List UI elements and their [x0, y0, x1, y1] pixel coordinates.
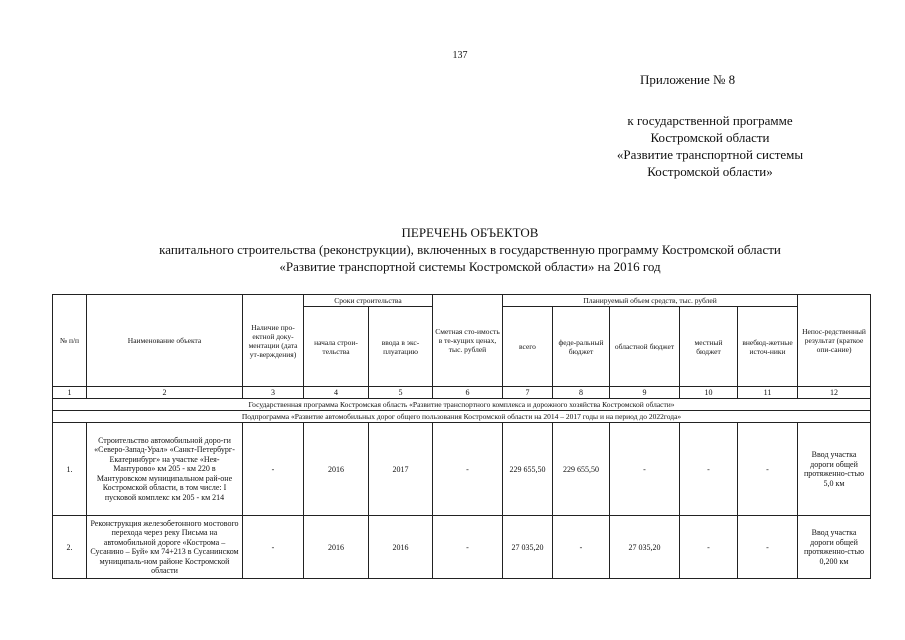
column-header-regional: областной бюджет — [610, 307, 680, 387]
object-name: Реконструкция железобетонного мостового перехода через реку Письма на автомобильной дороге «Кострома – Сусанино – Буй» км 74+213 в Сусанинском муниципаль-ном районе Костромской области — [87, 516, 243, 579]
column-header-offbudget: внебюд-жетные источ-ники — [738, 307, 798, 387]
local-cell: - — [680, 423, 738, 516]
column-number: 12 — [798, 387, 871, 399]
table-row — [53, 516, 871, 579]
offbudget-cell: - — [738, 516, 798, 579]
heading-line: капитального строительства (реконструкции), включенных в государственную программу Костромской области — [159, 242, 781, 257]
federal-cell: 229 655,50 — [553, 423, 610, 516]
column-header-docs: Наличие про-ектной доку-ментации (дата ут-верждения) — [243, 295, 304, 387]
appendix-line: «Развитие транспортной системы — [616, 147, 804, 162]
start-cell: 2016 — [304, 423, 369, 516]
group-header-construction-terms: Сроки строительства — [304, 295, 433, 307]
group-header-planned-funds: Планируемый объем средств, тыс. рублей — [503, 295, 798, 307]
federal-cell: - — [553, 516, 610, 579]
docs-cell: - — [243, 423, 304, 516]
heading-line: «Развитие транспортной системы Костромской области» на 2016 год — [279, 259, 661, 274]
column-number: 10 — [680, 387, 738, 399]
commission-cell: 2016 — [369, 516, 433, 579]
total-cell: 27 035,20 — [503, 516, 553, 579]
subprogram-row: Подпрограмма «Развитие автомобильных дорог общего пользования Костромской области на 2014 – 2017 годы и на период до 2022года» — [53, 411, 871, 423]
table-row — [53, 423, 871, 516]
document-heading — [90, 224, 850, 275]
column-header-number: № п/п — [53, 295, 87, 387]
program-row: Государственная программа Костромская область «Развитие транспортного комплекса и дорожного хозяйства Костромской области» — [53, 399, 871, 411]
appendix-line: к государственной программе — [627, 113, 793, 128]
estimate-cell: - — [433, 423, 503, 516]
column-number: 6 — [433, 387, 503, 399]
column-number: 1 — [53, 387, 87, 399]
column-header-commission: ввода в экс-плуатацию — [369, 307, 433, 387]
page-number: 137 — [452, 50, 468, 61]
column-number: 3 — [243, 387, 304, 399]
commission-cell: 2017 — [369, 423, 433, 516]
regional-cell: 27 035,20 — [610, 516, 680, 579]
total-cell: 229 655,50 — [503, 423, 553, 516]
row-number: 1. — [53, 423, 87, 516]
column-header-federal: феде-ральный бюджет — [553, 307, 610, 387]
column-header-start: начала строи-тельства — [304, 307, 369, 387]
result-cell: Ввод участка дороги общей протяженно-стью 0,200 км — [798, 516, 871, 579]
column-header-total: всего — [503, 307, 553, 387]
offbudget-cell: - — [738, 423, 798, 516]
column-header-name: Наименование объекта — [87, 295, 243, 387]
column-number: 8 — [553, 387, 610, 399]
column-number: 2 — [87, 387, 243, 399]
result-cell: Ввод участка дороги общей протяженно-стью 5,0 км — [798, 423, 871, 516]
column-header-result: Непос-редственный результат (краткое опи-сание) — [798, 295, 871, 387]
column-header-estimate: Сметная сто-имость в те-кущих ценах, тыс. рублей — [433, 295, 503, 387]
regional-cell: - — [610, 423, 680, 516]
heading-title: ПЕРЕЧЕНЬ ОБЪЕКТОВ — [401, 225, 539, 240]
row-number: 2. — [53, 516, 87, 579]
local-cell: - — [680, 516, 738, 579]
column-number: 11 — [738, 387, 798, 399]
column-number: 4 — [304, 387, 369, 399]
estimate-cell: - — [433, 516, 503, 579]
docs-cell: - — [243, 516, 304, 579]
appendix-line: Костромской области — [650, 130, 770, 145]
start-cell: 2016 — [304, 516, 369, 579]
appendix-line: Костромской области» — [647, 164, 773, 179]
column-header-local: местный бюджет — [680, 307, 738, 387]
object-name: Строительство автомобильной доро-ги «Северо-Запад-Урал» «Санкт-Петербург-Екатеринбург» на участке «Нея-Мантурово» км 205 - км 220 в Мантуровском муниципальном рай-оне Костромской области, в том числе: I пусковой комплекс км 205 - км 214 — [87, 423, 243, 516]
appendix-title: Приложение № 8 — [640, 72, 736, 87]
column-number: 7 — [503, 387, 553, 399]
column-number: 5 — [369, 387, 433, 399]
appendix-subtitle — [590, 112, 830, 180]
objects-table — [52, 294, 871, 579]
column-number: 9 — [610, 387, 680, 399]
